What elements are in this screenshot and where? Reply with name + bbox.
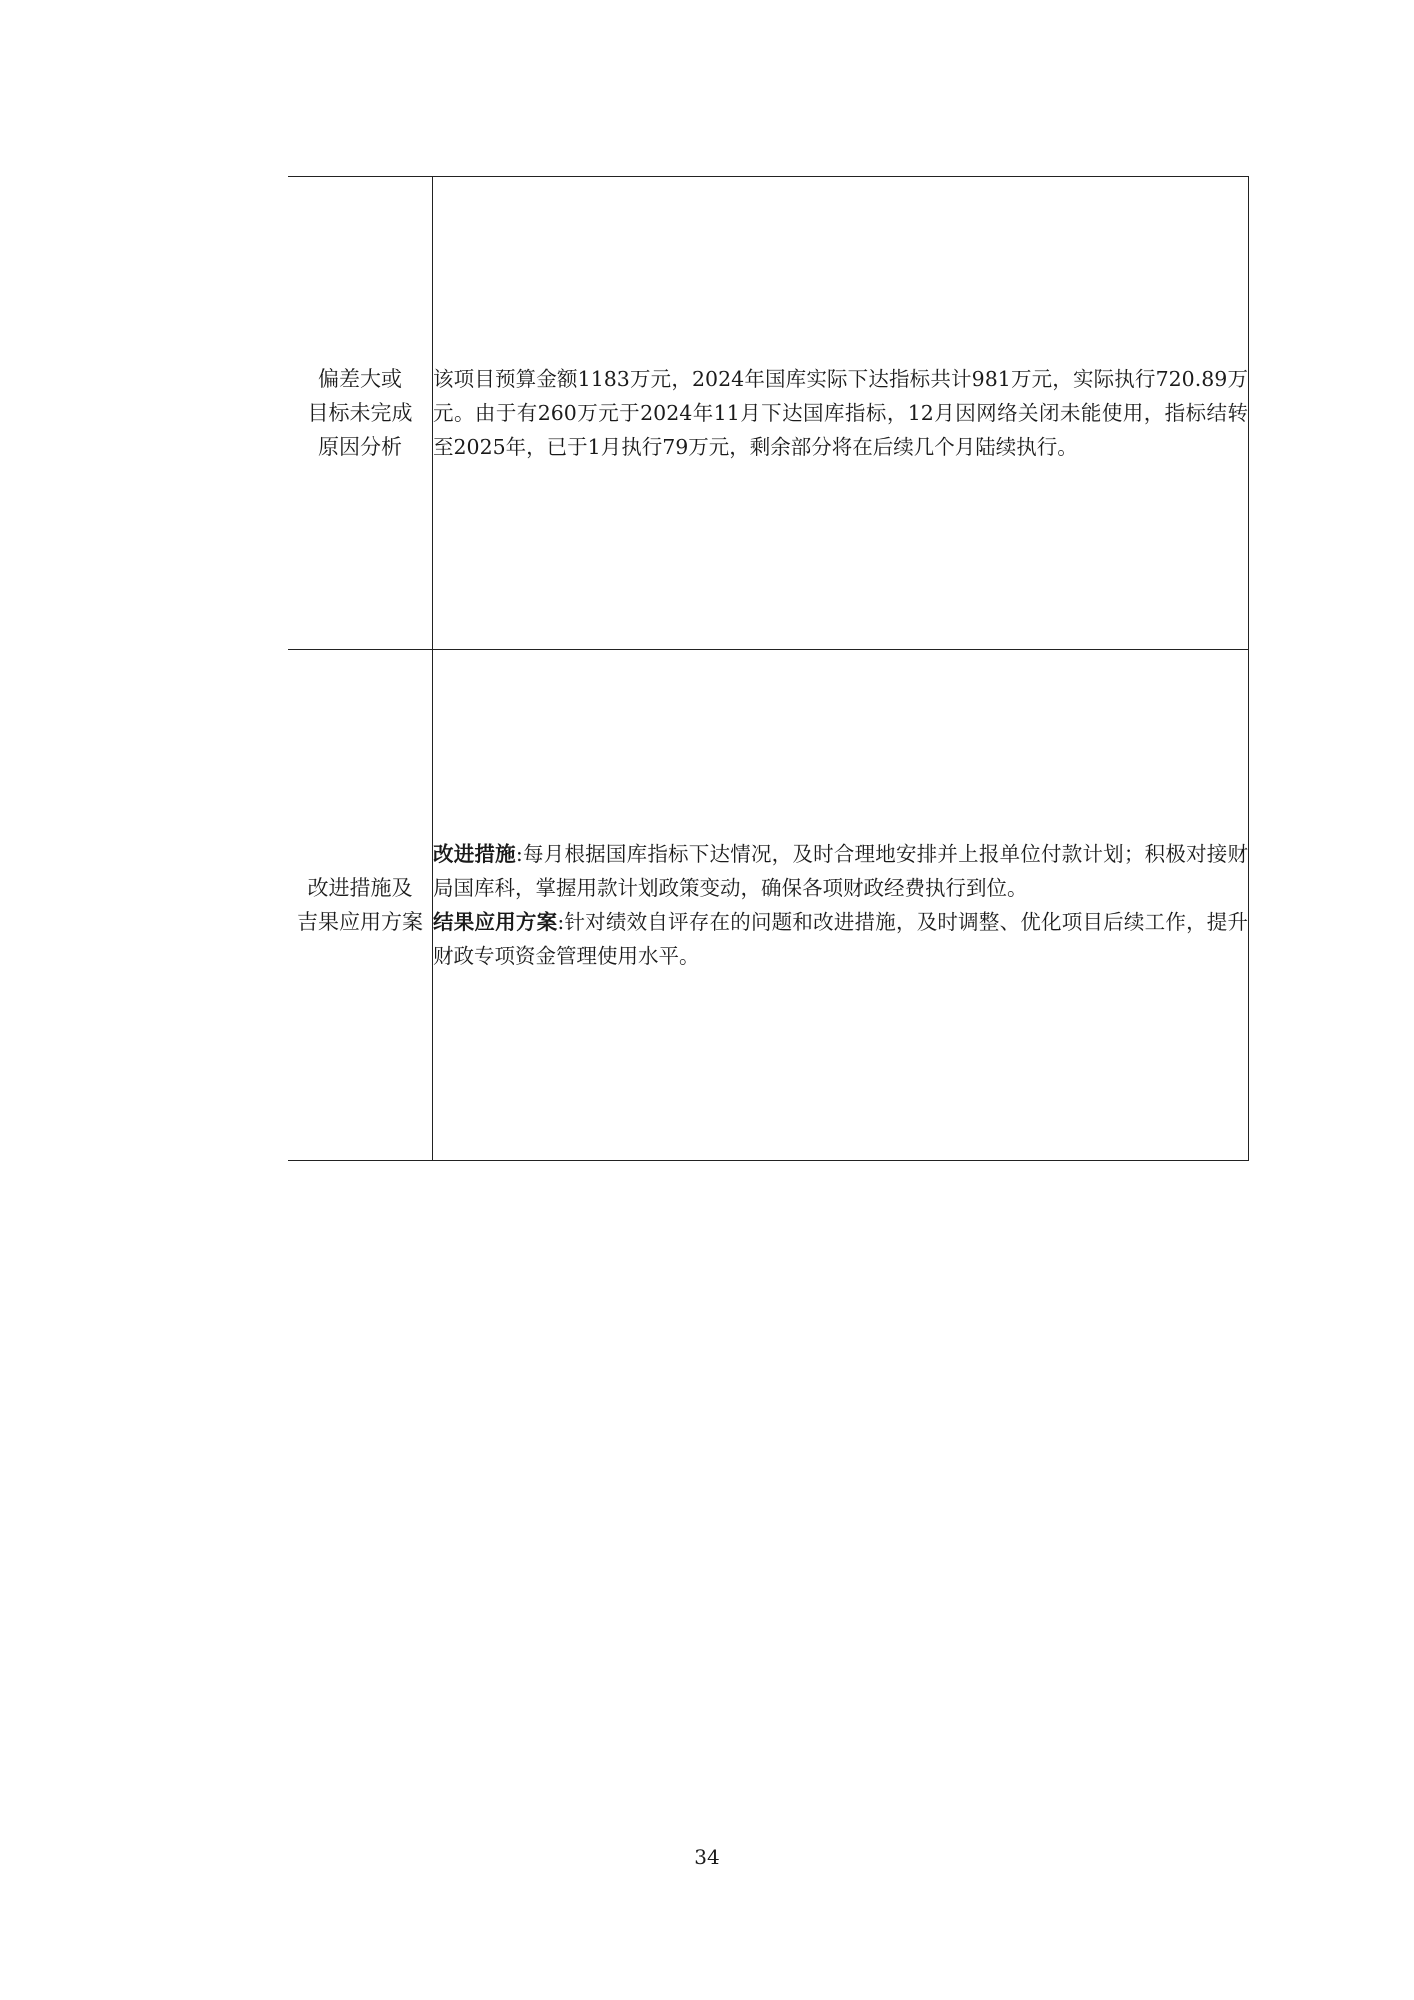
results-title: 结果应用方案 [433,910,558,934]
table-row-deviation-analysis [288,177,1249,650]
measures-text: :每月根据国库指标下达情况，及时合理地安排并上报单位付款计划；积极对接财局国库科，掌握用款计划政策变动，确保各项财政经费执行到位。 [433,842,1249,900]
row-label-improvement [288,650,433,1161]
label-line: 改进措施及 [307,876,413,900]
page-number: 34 [694,1845,720,1869]
label-line: 目标未完成 [307,401,413,425]
label-line: 原因分析 [318,435,402,459]
measures-paragraph [433,837,1248,905]
improvement-plan-content [433,650,1249,1161]
evaluation-table [288,176,1249,1161]
label-line: 吉果应用方案 [297,910,423,934]
table-row-improvement-plan [288,650,1249,1161]
results-text: :针对绩效自评存在的问题和改进措施，及时调整、优化项目后续工作，提升财政专项资金管理使用水平。 [433,910,1249,968]
deviation-analysis-text: 该项目预算金额1183万元，2024年国库实际下达指标共计981万元，实际执行720.89万元。由于有260万元于2024年11月下达国库指标，12月因网络关闭未能使用，指标结转至2025年，已于1月执行79万元，剩余部分将在后续几个月陆续执行。 [433,177,1249,650]
measures-title: 改进措施 [433,842,516,866]
label-line: 偏差大或 [318,367,402,391]
results-paragraph [433,905,1248,973]
row-label-deviation [288,177,433,650]
